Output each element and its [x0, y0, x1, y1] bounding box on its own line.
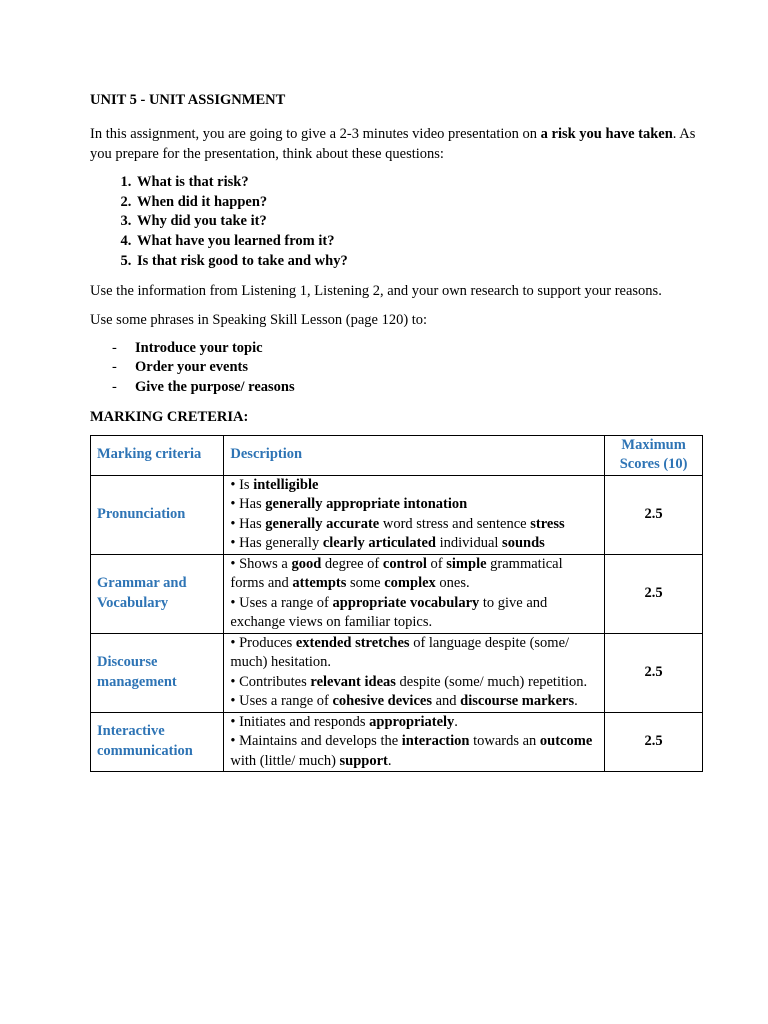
- table-row: [91, 475, 703, 554]
- description-text: with (little/ much): [230, 752, 340, 769]
- phrase-item: [90, 378, 705, 398]
- intro-text-2: . As you prepare for the presentation, think about these questions:: [90, 126, 696, 162]
- description-text: • Uses a range of: [230, 693, 333, 710]
- phrase-item-text: Introduce your topic: [135, 339, 263, 356]
- description-emphasis: cohesive devices: [332, 693, 432, 710]
- description-text: degree of: [321, 555, 383, 572]
- description-text: • Maintains and develops the: [230, 733, 402, 750]
- description-emphasis: appropriately: [369, 713, 455, 730]
- dash-bullet: -: [112, 378, 117, 395]
- score-cell: 2.5: [605, 475, 703, 554]
- marking-criteria-table: [90, 435, 703, 773]
- description-text: some: [346, 575, 385, 592]
- description-emphasis: outcome: [539, 733, 593, 750]
- description-emphasis: extended stretches: [295, 634, 410, 651]
- description-cell: [224, 554, 605, 633]
- dash-bullet: -: [112, 339, 117, 356]
- phrase-item-text: Give the purpose/ reasons: [135, 378, 295, 395]
- score-cell: 2.5: [605, 554, 703, 633]
- table-row: [91, 633, 703, 712]
- description-text: towards an: [469, 733, 540, 750]
- description-text: ones.: [435, 575, 470, 592]
- description-bullet: [230, 495, 598, 515]
- phrase-item: [90, 339, 705, 359]
- use-phrases-paragraph: Use some phrases in Speaking Skill Lesson (page 120) to:: [90, 311, 428, 328]
- description-text: • Has: [230, 515, 266, 532]
- description-bullet: [230, 732, 598, 771]
- criterion-cell: Discourse management: [91, 633, 224, 712]
- description-text: to give and exchange views on familiar topics.: [230, 594, 548, 631]
- assignment-title: UNIT 5 - UNIT ASSIGNMENT: [90, 92, 286, 108]
- description-emphasis: support: [339, 752, 388, 769]
- description-text: .: [574, 693, 578, 710]
- description-text: .: [387, 752, 392, 769]
- question-item: 4. What have you learned from it?: [135, 232, 705, 252]
- description-text: • Has generally: [230, 535, 323, 552]
- description-bullet: [230, 555, 598, 594]
- description-bullet: [230, 515, 598, 535]
- description-text: of language despite (some/ much) hesitation.: [230, 634, 570, 671]
- description-emphasis: stress: [530, 515, 565, 532]
- description-emphasis: relevant ideas: [310, 673, 396, 690]
- description-emphasis: discourse markers: [460, 693, 575, 710]
- use-information-paragraph: Use the information from Listening 1, Listening 2, and your own research to support your reasons.: [90, 282, 662, 299]
- description-text: • Initiates and responds: [230, 713, 370, 730]
- description-emphasis: attempts: [292, 575, 347, 592]
- description-bullet: [230, 713, 598, 733]
- description-text: despite (some/ much) repetition.: [395, 673, 588, 690]
- description-text: of: [426, 555, 447, 572]
- description-text: grammatical forms and: [230, 555, 563, 592]
- description-text: • Shows a: [230, 555, 292, 572]
- phrase-item-text: Order your events: [135, 359, 249, 376]
- description-bullet: [230, 534, 598, 554]
- description-emphasis: intelligible: [253, 476, 319, 493]
- score-cell: 2.5: [605, 712, 703, 772]
- description-bullet: [230, 594, 598, 633]
- question-item: 5. Is that risk good to take and why?: [135, 252, 705, 272]
- table-header-row: [91, 435, 703, 475]
- description-emphasis: generally accurate: [265, 515, 380, 532]
- description-cell: [224, 633, 605, 712]
- criterion-cell: Pronunciation: [91, 475, 224, 554]
- question-item: 2. When did it happen?: [135, 193, 705, 213]
- score-cell: 2.5: [605, 633, 703, 712]
- header-maximum-scores: Maximum Scores (10): [605, 435, 703, 475]
- table-row: [91, 712, 703, 772]
- question-item: 1. What is that risk?: [135, 173, 705, 193]
- phrase-list: [90, 339, 705, 398]
- description-bullet: [230, 634, 598, 673]
- description-text: and: [431, 693, 461, 710]
- intro-paragraph: [90, 124, 705, 164]
- criterion-cell: Grammar and Vocabulary: [91, 554, 224, 633]
- document-page: [90, 90, 705, 772]
- description-text: • Has: [230, 496, 266, 513]
- description-bullet: [230, 476, 598, 496]
- description-emphasis: appropriate vocabulary: [332, 594, 480, 611]
- question-list: [90, 173, 705, 272]
- intro-bold-topic: a risk you have taken: [540, 126, 673, 142]
- description-text: word stress and sentence: [379, 515, 531, 532]
- criterion-cell: Interactive communication: [91, 712, 224, 772]
- description-emphasis: simple: [446, 555, 487, 572]
- description-text: • Uses a range of: [230, 594, 333, 611]
- description-text: • Produces: [230, 634, 296, 651]
- marking-criteria-heading: MARKING CRETERIA:: [90, 408, 249, 425]
- question-item: 3. Why did you take it?: [135, 212, 705, 232]
- phrase-item: [90, 358, 705, 378]
- table-row: [91, 554, 703, 633]
- description-text: individual: [435, 535, 503, 552]
- description-cell: [224, 712, 605, 772]
- header-description: Description: [224, 435, 605, 475]
- description-emphasis: clearly articulated: [322, 535, 436, 552]
- description-text: .: [454, 713, 458, 730]
- description-bullet: [230, 692, 598, 712]
- header-marking-criteria: Marking criteria: [91, 435, 224, 475]
- dash-bullet: -: [112, 359, 117, 376]
- description-emphasis: good: [291, 555, 322, 572]
- description-text: • Contributes: [230, 673, 311, 690]
- description-emphasis: complex: [384, 575, 436, 592]
- description-emphasis: sounds: [502, 535, 545, 552]
- description-bullet: [230, 673, 598, 693]
- description-emphasis: interaction: [401, 733, 470, 750]
- description-emphasis: generally appropriate intonation: [265, 496, 468, 513]
- description-cell: [224, 475, 605, 554]
- description-emphasis: control: [382, 555, 427, 572]
- intro-text-1: In this assignment, you are going to give a 2-3 minutes video presentation on: [90, 126, 541, 142]
- description-text: • Is: [230, 476, 254, 493]
